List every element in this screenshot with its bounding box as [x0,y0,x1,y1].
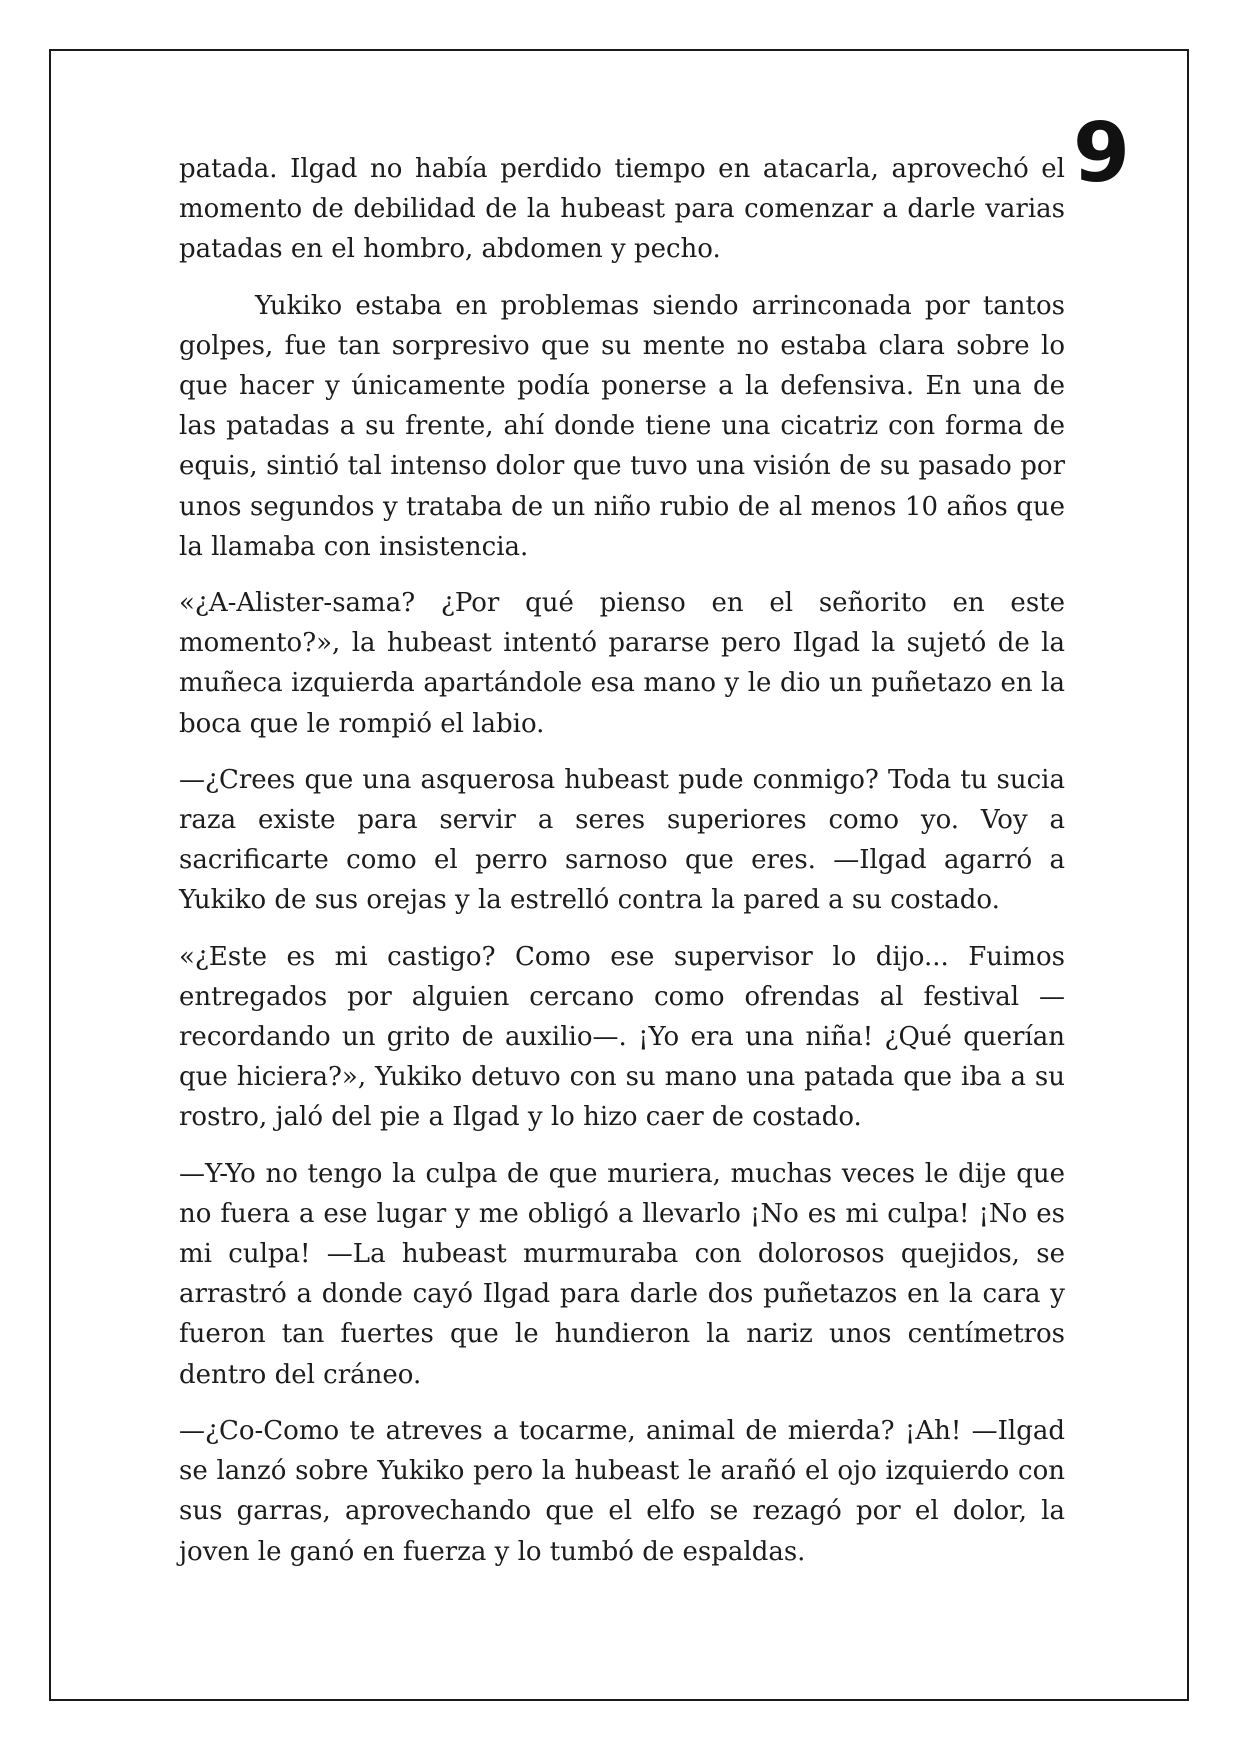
paragraph: —¿Co-Como te atreves a tocarme, animal de mierda? ¡Ah! —Ilgad se lanzó sobre Yukiko pero la hubeast le arañó el ojo izquierdo con sus garras, aprovechando que el elfo se rezagó por el dolor, la joven le ganó en fuerza y lo tumbó de espaldas. [179,1415,1065,1567]
page-frame [49,49,1189,1701]
paragraph: —¿Crees que una asquerosa hubeast pude conmigo? Toda tu sucia raza existe para servir a seres superiores como yo. Voy a sacrificarte como el perro sarnoso que eres. —Ilgad agarró a Yukiko de sus orejas y la estrelló contra la pared a su costado. [179,764,1065,916]
paragraph: patada. Ilgad no había perdido tiempo en atacarla, aprovechó el momento de debilidad de la hubeast para comenzar a darle varias patadas en el hombro, abdomen y pecho. [179,154,1065,265]
page-number: 9 [1072,106,1130,201]
text-body [179,149,1065,1588]
paragraph: —Y-Yo no tengo la culpa de que muriera, muchas veces le dije que no fuera a ese lugar y me obligó a llevarlo ¡No es mi culpa! ¡No es mi culpa! —La hubeast murmuraba con dolorosos quejidos, se arrastró a donde cayó Ilgad para darle dos puñetazos en la cara y fueron tan fuertes que le hundieron la nariz unos centímetros dentro del cráneo. [179,1158,1065,1390]
paragraph: «¿Este es mi castigo? Como ese supervisor lo dijo... Fuimos entregados por alguien cercano como ofrendas al festival —recordando un grito de auxilio—. ¡Yo era una niña! ¿Qué querían que hiciera?», Yukiko detuvo con su mano una patada que iba a su rostro, jaló del pie a Ilgad y lo hizo caer de costado. [179,941,1065,1133]
paragraph: Yukiko estaba en problemas siendo arrinconada por tantos golpes, fue tan sorpresivo que su mente no estaba clara sobre lo que hacer y únicamente podía ponerse a la defensiva. En una de las patadas a su frente, ahí donde tiene una cicatriz con forma de equis, sintió tal intenso dolor que tuvo una visión de su pasado por unos segundos y trataba de un niño rubio de al menos 10 años que la llamaba con insistencia. [179,290,1065,562]
paragraph: «¿A-Alister-sama? ¿Por qué pienso en el señorito en este momento?», la hubeast intentó pararse pero Ilgad la sujetó de la muñeca izquierda apartándole esa mano y le dio un puñetazo en la boca que le rompió el labio. [179,588,1065,739]
